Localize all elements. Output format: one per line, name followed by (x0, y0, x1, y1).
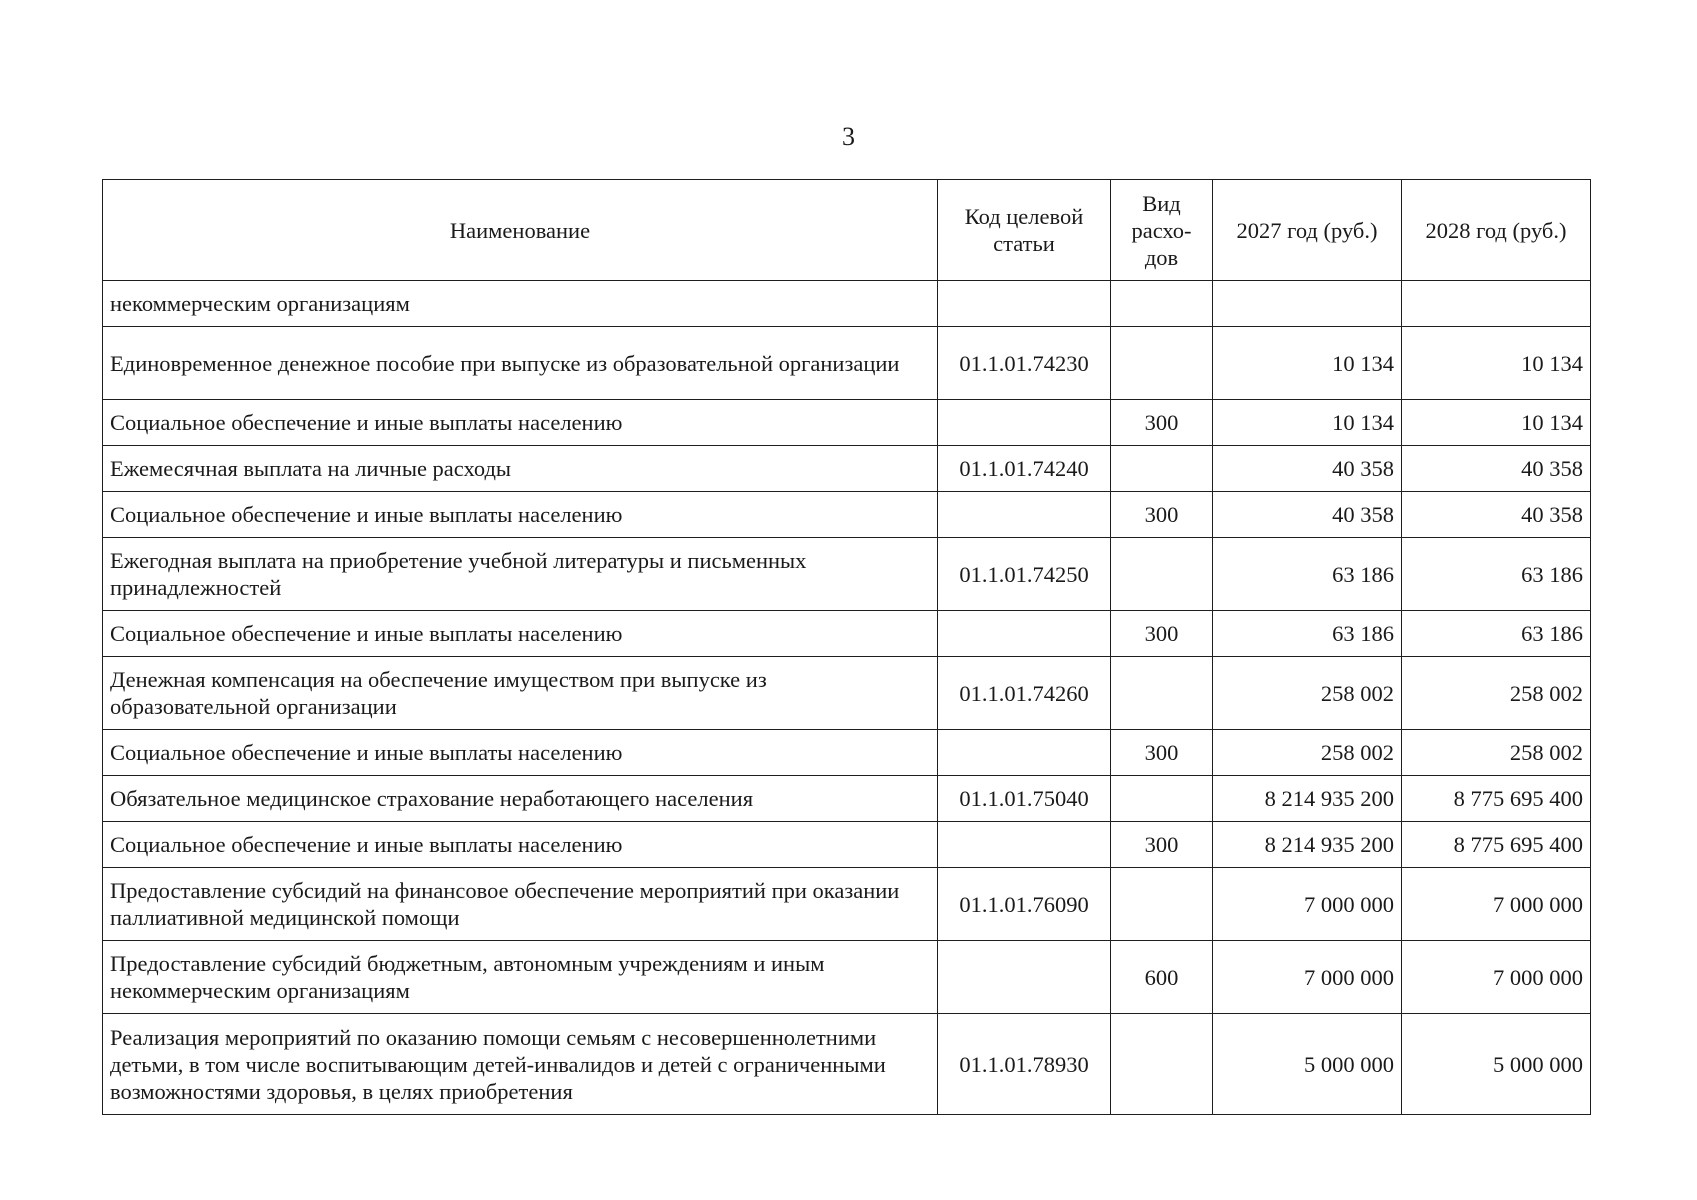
table-row (103, 868, 1591, 941)
row-kind: 300 (1111, 730, 1213, 776)
row-2027 (1213, 281, 1402, 327)
table-row (103, 776, 1591, 822)
row-code: 01.1.01.74260 (938, 657, 1111, 730)
row-2028: 7 000 000 (1402, 868, 1591, 941)
row-2027: 8 214 935 200 (1213, 776, 1402, 822)
header-kind: Вид расхо-дов (1111, 180, 1213, 281)
header-code: Код целевой статьи (938, 180, 1111, 281)
row-code: 01.1.01.75040 (938, 776, 1111, 822)
table-row (103, 657, 1591, 730)
row-2028: 40 358 (1402, 446, 1591, 492)
row-2028: 63 186 (1402, 611, 1591, 657)
row-2028: 5 000 000 (1402, 1014, 1591, 1115)
budget-table (102, 179, 1591, 1115)
table-row (103, 446, 1591, 492)
row-code (938, 492, 1111, 538)
row-code: 01.1.01.74250 (938, 538, 1111, 611)
row-name: Социальное обеспечение и иные выплаты населению (103, 492, 938, 538)
row-2028: 40 358 (1402, 492, 1591, 538)
row-kind (1111, 538, 1213, 611)
header-2027: 2027 год (руб.) (1213, 180, 1402, 281)
table-header-row (103, 180, 1591, 281)
row-kind: 600 (1111, 941, 1213, 1014)
row-2028: 258 002 (1402, 730, 1591, 776)
row-kind (1111, 868, 1213, 941)
row-code: 01.1.01.74230 (938, 327, 1111, 400)
row-name: Социальное обеспечение и иные выплаты населению (103, 400, 938, 446)
row-code (938, 611, 1111, 657)
row-code (938, 941, 1111, 1014)
row-name: Предоставление субсидий на финансовое обеспечение мероприятий при оказании паллиативной медицинской помощи (103, 868, 938, 941)
row-code (938, 730, 1111, 776)
row-2028: 10 134 (1402, 400, 1591, 446)
table-row (103, 611, 1591, 657)
row-kind (1111, 776, 1213, 822)
table-row (103, 1014, 1591, 1115)
row-name: Социальное обеспечение и иные выплаты населению (103, 822, 938, 868)
row-2027: 63 186 (1213, 538, 1402, 611)
row-name: Социальное обеспечение и иные выплаты населению (103, 730, 938, 776)
row-kind (1111, 281, 1213, 327)
table-row (103, 327, 1591, 400)
row-2028: 8 775 695 400 (1402, 776, 1591, 822)
page-number: 3 (842, 122, 855, 151)
row-2027: 258 002 (1213, 730, 1402, 776)
table-row (103, 492, 1591, 538)
row-2028: 10 134 (1402, 327, 1591, 400)
row-name: Ежемесячная выплата на личные расходы (103, 446, 938, 492)
row-kind (1111, 1014, 1213, 1115)
table-row (103, 822, 1591, 868)
row-name: Обязательное медицинское страхование неработающего населения (103, 776, 938, 822)
table-row (103, 941, 1591, 1014)
row-2027: 10 134 (1213, 327, 1402, 400)
row-name: Ежегодная выплата на приобретение учебной литературы и письменных принадлежностей (103, 538, 938, 611)
row-2028: 7 000 000 (1402, 941, 1591, 1014)
row-code (938, 822, 1111, 868)
table-row (103, 730, 1591, 776)
row-kind (1111, 657, 1213, 730)
row-code: 01.1.01.78930 (938, 1014, 1111, 1115)
row-name: Реализация мероприятий по оказанию помощи семьям с несовершеннолетними детьми, в том числе воспитывающим детей-инвалидов и детей с ограниченными возможностями здоровья, в целях приобретения (103, 1014, 938, 1115)
row-2027: 40 358 (1213, 492, 1402, 538)
row-2028: 8 775 695 400 (1402, 822, 1591, 868)
row-code: 01.1.01.74240 (938, 446, 1111, 492)
header-name: Наименование (103, 180, 938, 281)
row-kind (1111, 446, 1213, 492)
row-2027: 258 002 (1213, 657, 1402, 730)
row-code: 01.1.01.76090 (938, 868, 1111, 941)
row-name: Единовременное денежное пособие при выпуске из образовательной организации (103, 327, 938, 400)
row-name: Предоставление субсидий бюджетным, автономным учреждениям и иным некоммерческим организациям (103, 941, 938, 1014)
row-2027: 10 134 (1213, 400, 1402, 446)
row-kind: 300 (1111, 492, 1213, 538)
row-2027: 8 214 935 200 (1213, 822, 1402, 868)
row-2027: 63 186 (1213, 611, 1402, 657)
row-name: Денежная компенсация на обеспечение имуществом при выпуске из образовательной организации (103, 657, 938, 730)
row-kind: 300 (1111, 400, 1213, 446)
table-row (103, 538, 1591, 611)
row-name: Социальное обеспечение и иные выплаты населению (103, 611, 938, 657)
row-kind (1111, 327, 1213, 400)
row-2028: 258 002 (1402, 657, 1591, 730)
row-2027: 7 000 000 (1213, 868, 1402, 941)
row-kind: 300 (1111, 822, 1213, 868)
row-2028 (1402, 281, 1591, 327)
row-2028: 63 186 (1402, 538, 1591, 611)
row-name: некоммерческим организациям (103, 281, 938, 327)
row-code (938, 281, 1111, 327)
table-row (103, 281, 1591, 327)
row-2027: 40 358 (1213, 446, 1402, 492)
row-2027: 5 000 000 (1213, 1014, 1402, 1115)
row-2027: 7 000 000 (1213, 941, 1402, 1014)
row-code (938, 400, 1111, 446)
row-kind: 300 (1111, 611, 1213, 657)
table-row (103, 400, 1591, 446)
header-2028: 2028 год (руб.) (1402, 180, 1591, 281)
